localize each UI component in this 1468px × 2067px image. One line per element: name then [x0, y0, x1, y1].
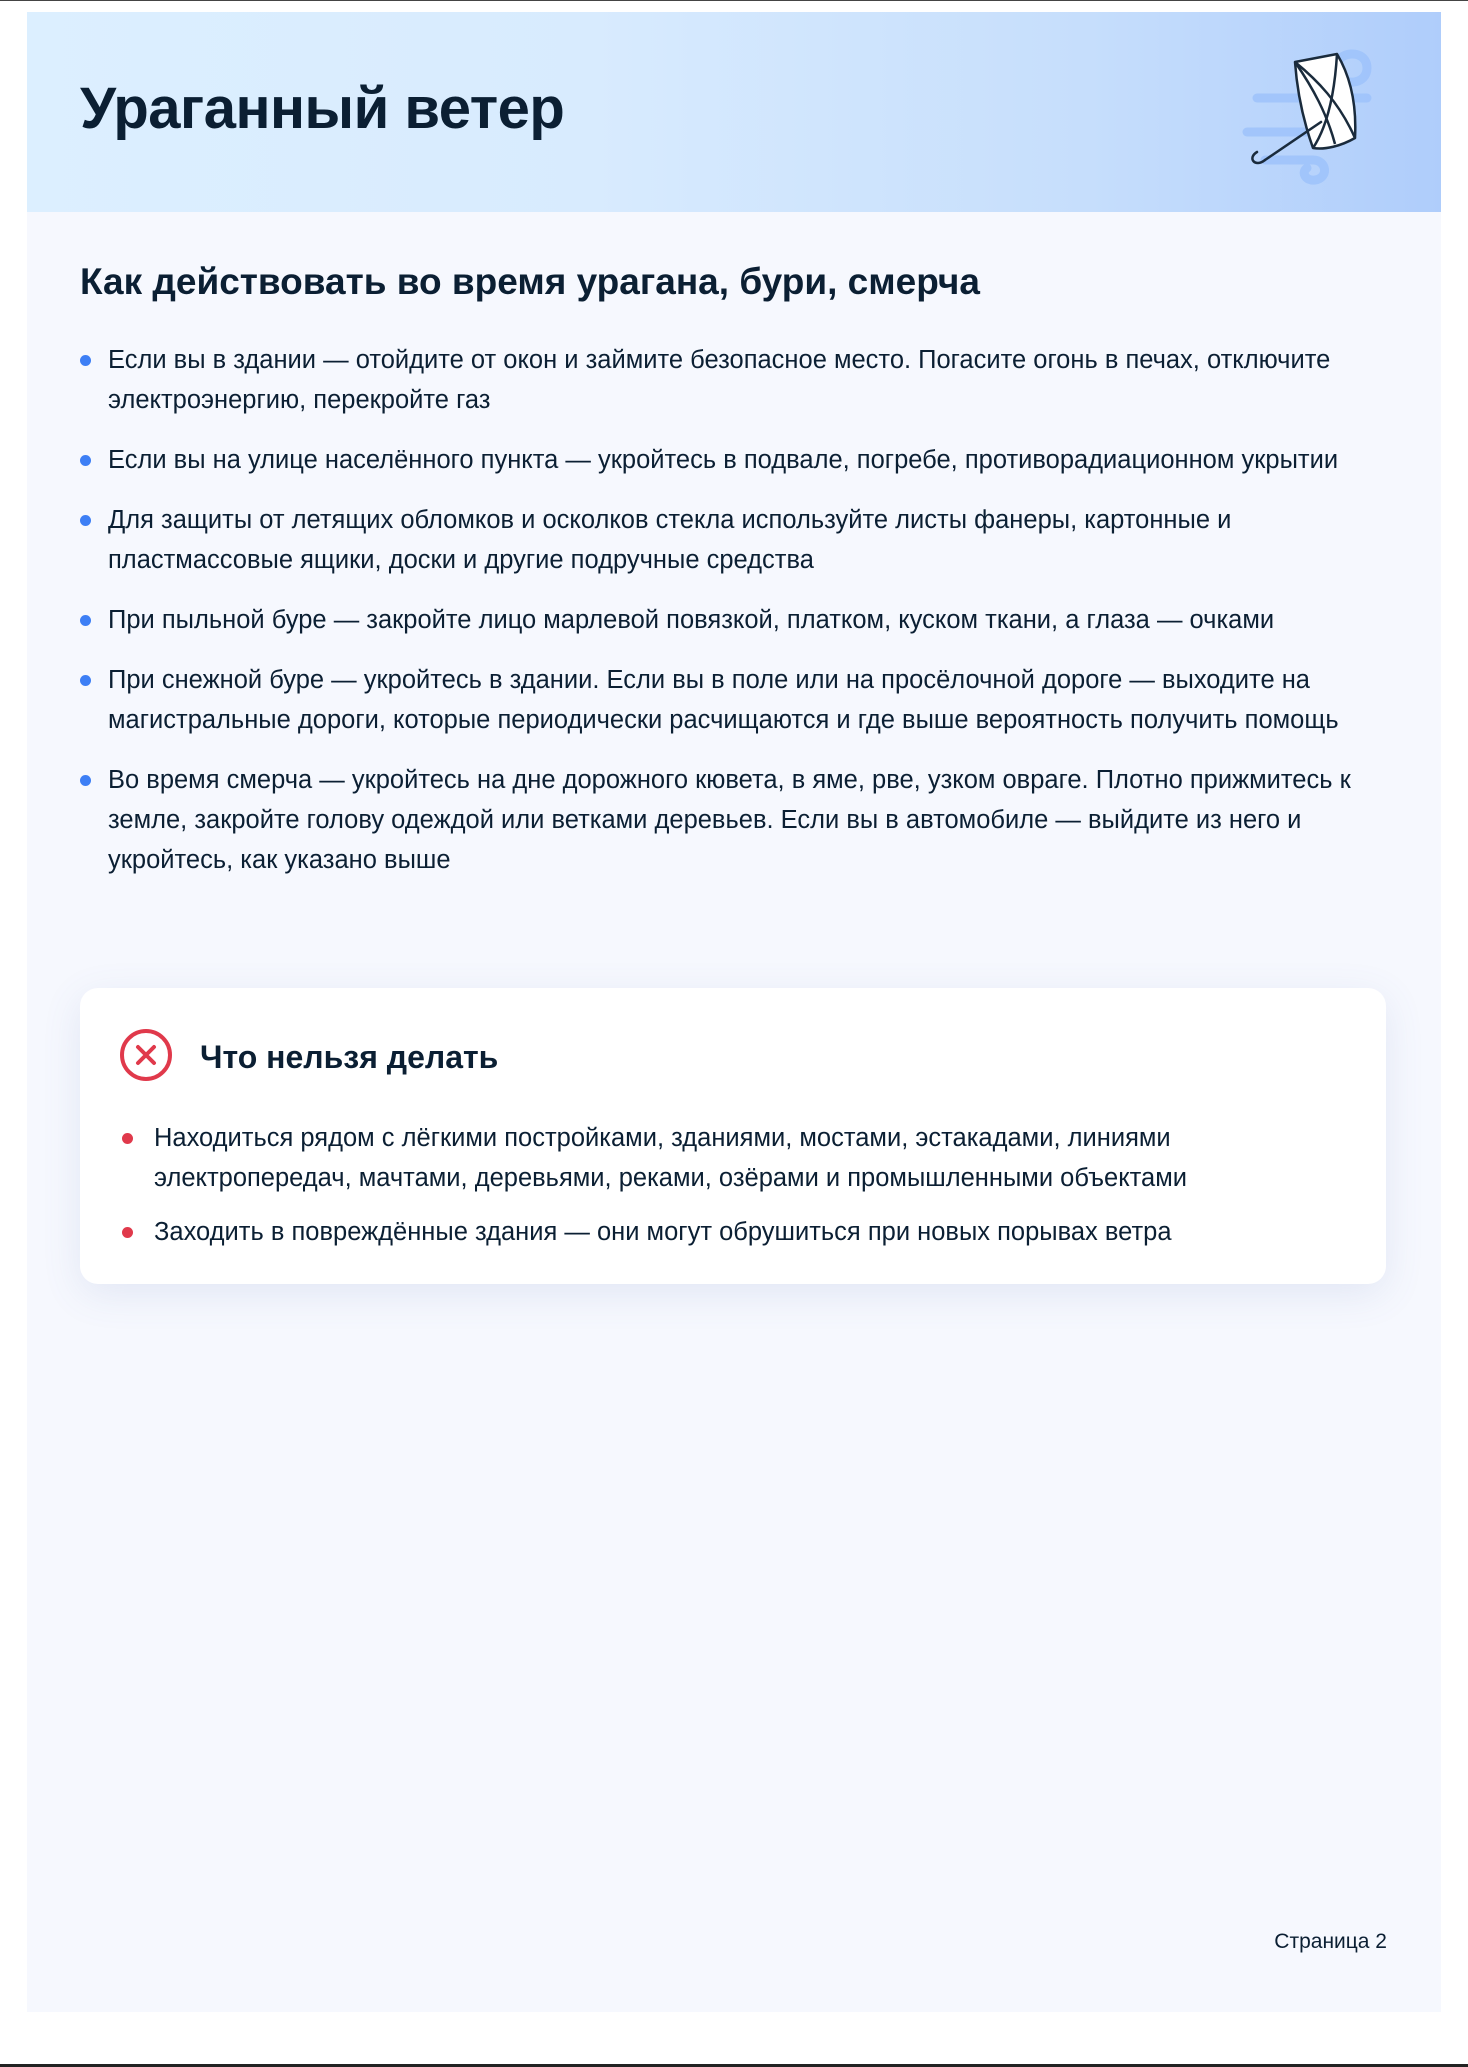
close-circle-icon: [119, 1028, 173, 1082]
prohibitions-list: [120, 1118, 1350, 1266]
page-number: Страница 2: [1274, 1930, 1387, 1953]
page-title: Ураганный ветер: [80, 76, 565, 141]
prohibitions-card: [80, 988, 1386, 1284]
list-item: Если вы на улице населённого пункта — укройтесь в подвале, погребе, противорадиационном укрытии: [80, 440, 1370, 480]
frame-top-border: [0, 0, 1468, 1]
page-header: [27, 12, 1441, 212]
document-page: [27, 12, 1441, 2012]
list-item: При пыльной буре — закройте лицо марлевой повязкой, платком, куском ткани, а глаза — очками: [80, 600, 1370, 640]
list-item: При снежной буре — укройтесь в здании. Если вы в поле или на просёлочной дороге — выходите на магистральные дороги, которые периодически расчищаются и где выше вероятность получить помощь: [80, 660, 1370, 740]
list-item: Заходить в повреждённые здания — они могут обрушиться при новых порывах ветра: [120, 1212, 1350, 1252]
list-item: Находиться рядом с лёгкими постройками, зданиями, мостами, эстакадами, линиями электропередач, мачтами, деревьями, реками, озёрами и промышленными объектами: [120, 1118, 1350, 1198]
umbrella-in-wind-icon: [1217, 40, 1407, 190]
list-item: Если вы в здании — отойдите от окон и займите безопасное место. Погасите огонь в печах, отключите электроэнергию, перекройте газ: [80, 340, 1370, 420]
prohibitions-title: Что нельзя делать: [200, 1039, 499, 1075]
list-item: Для защиты от летящих обломков и осколков стекла используйте листы фанеры, картонные и пластмассовые ящики, доски и другие подручные средства: [80, 500, 1370, 580]
list-item: Во время смерча — укройтесь на дне дорожного кювета, в яме, рве, узком овраге. Плотно прижмитесь к земле, закройте голову одеждой или ветками деревьев. Если вы в автомобиле — выйдите из него и укройтесь, как указано выше: [80, 760, 1370, 880]
section-heading: Как действовать во время урагана, бури, смерча: [80, 261, 980, 302]
actions-list: [80, 340, 1370, 900]
